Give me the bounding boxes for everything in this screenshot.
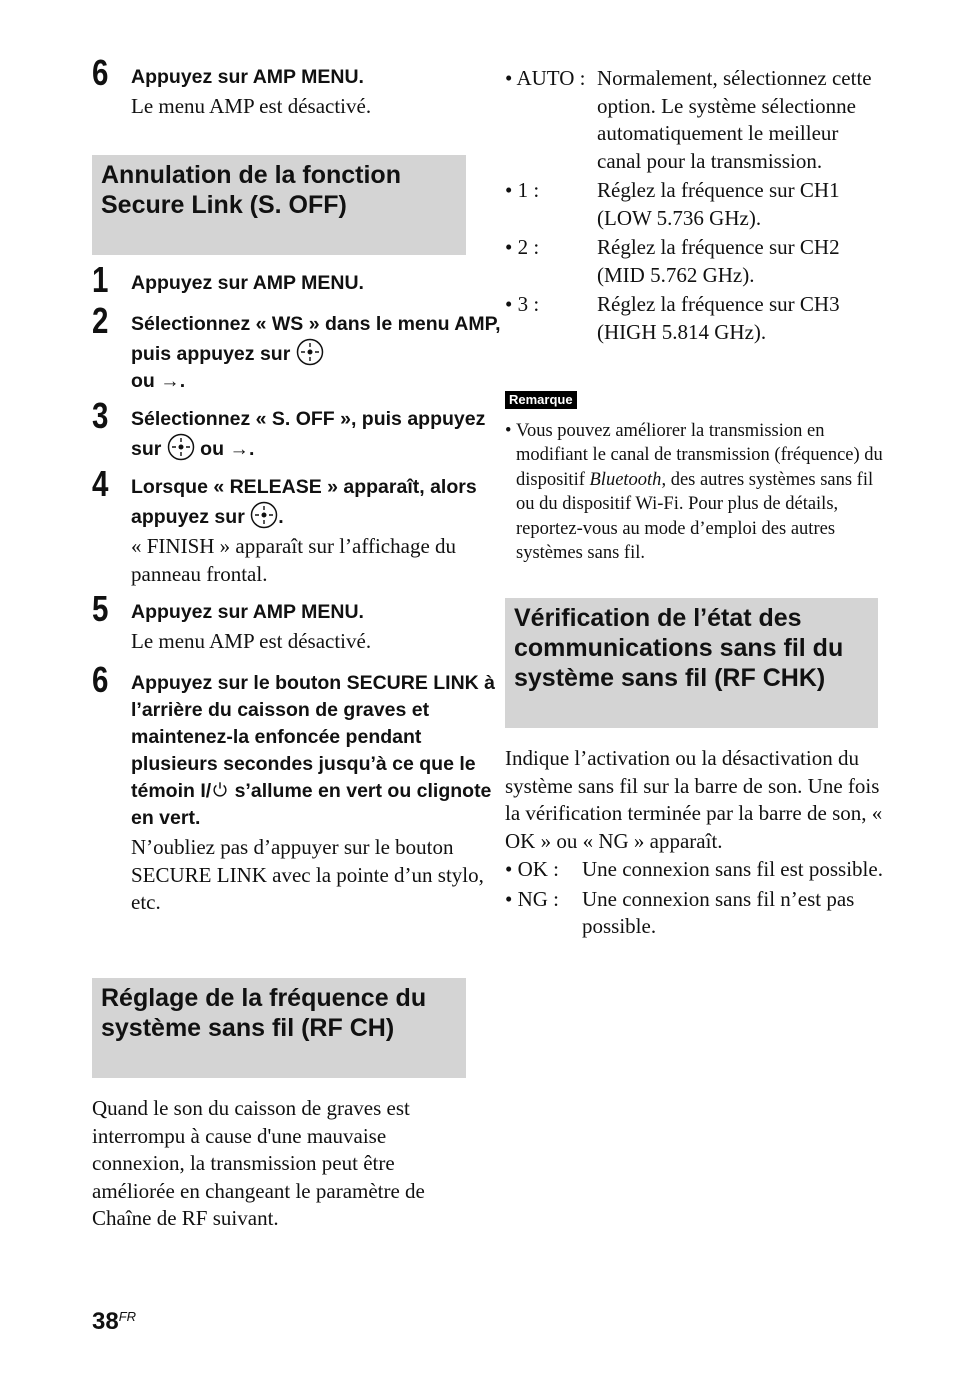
enter-button-icon	[296, 338, 324, 366]
step-title: Lorsque « RELEASE » apparaît, alors appuyez sur .	[131, 476, 477, 528]
step-note: Le menu AMP est désactivé.	[131, 629, 372, 653]
step-title: Sélectionnez « S. OFF », puis appuyez sur ou →.	[131, 408, 486, 460]
step-title: Appuyez sur le bouton SECURE LINK à l’arrière du caisson de graves et maintenez-la enfoncée pendant plusieurs secondes jusqu’à ce que le témoin I/ s’allume en vert ou clignote en vert.	[131, 672, 496, 829]
rf-ch-options	[505, 65, 885, 346]
step-title: Sélectionnez « WS » dans le menu AMP, puis appuyez sur ou →.	[131, 313, 501, 392]
step-2	[92, 300, 505, 395]
remarque-badge: Remarque	[505, 391, 577, 409]
step-note: « FINISH » apparaît sur l’affichage du panneau frontal.	[131, 534, 457, 586]
right-arrow-icon: →	[229, 438, 249, 460]
step-number: 1	[92, 259, 109, 300]
rf-ch-paragraph: Quand le son du caisson de graves est interrompu à cause d'une mauvaise connexion, la transmission peut être améliorée en changeant le paramètre de Chaîne de RF suivant.	[92, 1096, 425, 1230]
step-number: 3	[92, 395, 109, 436]
step-4	[92, 463, 505, 588]
step-title: Appuyez sur AMP MENU.	[131, 272, 364, 294]
enter-button-icon	[167, 433, 195, 461]
step-note: N’oubliez pas d’appuyer sur le bouton SECURE LINK avec la pointe d’un stylo, etc.	[131, 835, 484, 914]
step-title: Appuyez sur AMP MENU.	[131, 66, 364, 88]
option-item: • 1 : Réglez la fréquence sur CH1 (LOW 5.736 GHz).	[505, 178, 840, 230]
option-item: • 3 : Réglez la fréquence sur CH3 (HIGH 5.814 GHz).	[505, 292, 840, 344]
step-3	[92, 395, 505, 463]
section-heading-secure-link: Annulation de la fonction Secure Link (S. OFF)	[92, 155, 466, 255]
section-heading-rf-ch: Réglage de la fréquence du système sans fil (RF CH)	[92, 978, 466, 1078]
rf-chk-status-list	[505, 856, 885, 941]
power-icon	[211, 780, 229, 799]
step-note: Le menu AMP est désactivé.	[131, 94, 372, 118]
step-number: 4	[92, 463, 109, 504]
step-5	[92, 588, 505, 656]
step-1	[92, 259, 505, 300]
step-6-amp-menu	[92, 52, 505, 121]
remarque-note: • Vous pouvez améliorer la transmission en modifiant le canal de transmission (fréquence) du dispositif Bluetooth, des autres systèmes sans fil ou du dispositif Wi-Fi. Pour plus de détails, reportez-vous au mode d’emploi des autres systèmes sans fil.	[505, 421, 883, 564]
step-number: 2	[92, 300, 109, 341]
option-item: • AUTO : Normalement, sélectionnez cette option. Le système sélectionne automatiquement le meilleur canal pour la transmission.	[505, 66, 872, 173]
status-item: • OK : Une connexion sans fil est possible.	[505, 857, 883, 881]
step-title: Appuyez sur AMP MENU.	[131, 601, 364, 623]
page-number: $38^{FR}$	[92, 1308, 137, 1335]
step-6-secure-link	[92, 659, 505, 917]
status-item: • NG : Une connexion sans fil n’est pas possible.	[505, 886, 855, 938]
language-code: FR	[118, 1309, 137, 1324]
step-number: 6	[92, 659, 109, 700]
right-arrow-icon: →	[160, 370, 180, 392]
enter-button-icon	[250, 501, 278, 529]
rf-chk-paragraph: Indique l’activation ou la désactivation du système sans fil sur la barre de son. Une fois la vérification terminée par la barre de son, « OK » ou « NG » apparaît.	[505, 746, 883, 853]
step-number: 6	[92, 52, 109, 93]
step-number: 5	[92, 588, 109, 629]
option-item: • 2 : Réglez la fréquence sur CH2 (MID 5.762 GHz).	[505, 235, 840, 287]
section-heading-rf-chk: Vérification de l’état des communications sans fil du système sans fil (RF CHK)	[505, 598, 878, 728]
